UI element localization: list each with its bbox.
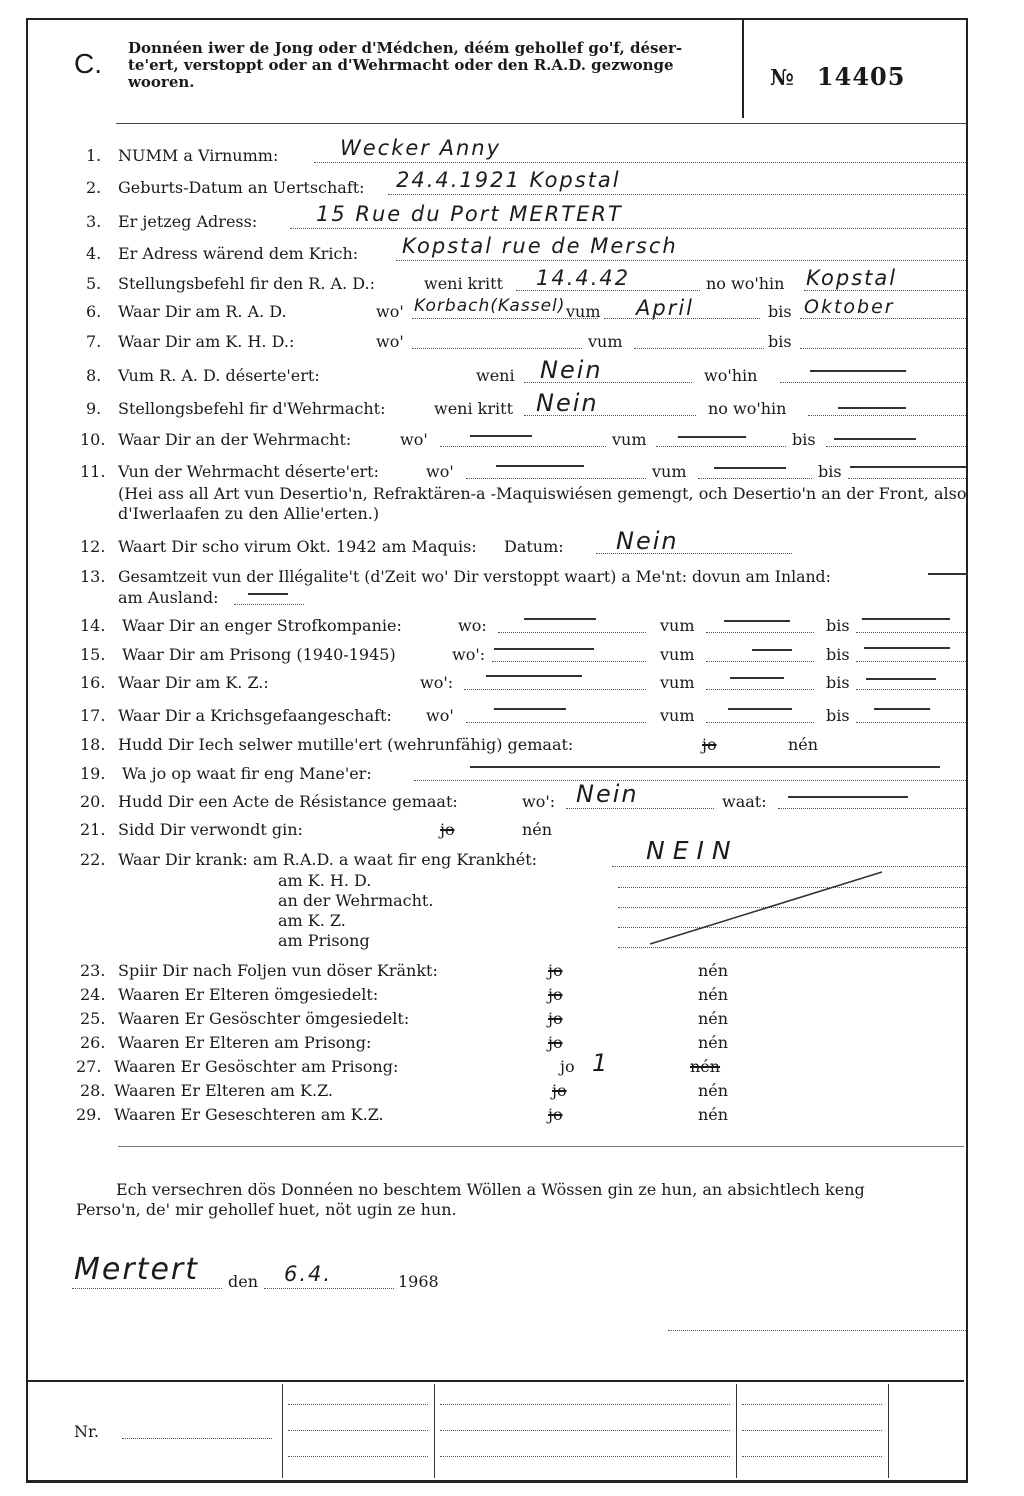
bis-label: bis bbox=[818, 462, 842, 481]
option-jo-struck: jo bbox=[440, 820, 455, 839]
handwritten-answer: Wecker Anny bbox=[340, 136, 502, 160]
item-number: 13. bbox=[80, 567, 106, 586]
item-number: 21. bbox=[80, 820, 106, 839]
item-label: Waar Dir am Prisong (1940-1945) bbox=[122, 645, 396, 664]
handwritten-place: Kopstal bbox=[806, 266, 898, 290]
handwritten-answer: 24.4.1921 Kopstal bbox=[396, 168, 621, 192]
nr-line[interactable] bbox=[122, 1422, 272, 1439]
option-jo: jo bbox=[560, 1057, 575, 1076]
handwritten-place: Mertert bbox=[74, 1252, 199, 1287]
blank-stroke bbox=[494, 708, 566, 710]
vum-label: vum bbox=[660, 706, 695, 725]
item-number: 29. bbox=[76, 1105, 102, 1124]
blank-stroke bbox=[470, 435, 532, 437]
declaration-line-2: Perso'n, de' mir gehollef huet, nöt ugin ze hun. bbox=[76, 1200, 457, 1219]
blank-stroke bbox=[862, 618, 950, 620]
handwritten-date: 14.4.42 bbox=[536, 266, 631, 290]
ausland-label: am Ausland: bbox=[118, 588, 219, 607]
footer-line[interactable] bbox=[288, 1388, 428, 1405]
footer-rule bbox=[26, 1380, 964, 1382]
item-label: Waaren Er Geseschteren am K.Z. bbox=[114, 1105, 384, 1124]
option-nen: nén bbox=[698, 1105, 729, 1124]
wo-label: wo' bbox=[376, 302, 404, 321]
to-line[interactable] bbox=[800, 332, 966, 349]
sub-label: am Prisong bbox=[278, 931, 370, 950]
year-label: 1968 bbox=[398, 1272, 439, 1291]
handwritten-answer: Kopstal rue de Mersch bbox=[402, 234, 678, 258]
number-value: 14405 bbox=[816, 62, 906, 91]
sub-label: am K. H. D. bbox=[278, 871, 372, 890]
item-label: Hudd Dir Iech selwer mutille'ert (wehrunfähig) gemaat: bbox=[118, 735, 574, 754]
bis-label: bis bbox=[826, 673, 850, 692]
option-nen: nén bbox=[698, 985, 729, 1004]
item-label: Waar Dir an der Wehrmacht: bbox=[118, 430, 352, 449]
section-letter: C. bbox=[74, 48, 102, 79]
option-jo-struck: jo bbox=[548, 1105, 563, 1124]
sub-label: an der Wehrmacht. bbox=[278, 891, 434, 910]
handwritten-count: 1 bbox=[592, 1049, 610, 1077]
option-jo-struck: jo bbox=[548, 985, 563, 1004]
footer-line[interactable] bbox=[742, 1440, 882, 1457]
item-label: Er jetzeg Adress: bbox=[118, 212, 258, 231]
item-number: 20. bbox=[80, 792, 106, 811]
option-nen-struck: nén bbox=[690, 1057, 721, 1076]
handwritten-to: Oktober bbox=[804, 296, 895, 318]
item-number: 22. bbox=[80, 850, 106, 869]
bis-label: bis bbox=[826, 645, 850, 664]
vum-label: vum bbox=[660, 616, 695, 635]
option-nen: nén bbox=[698, 1081, 729, 1100]
blank-stroke bbox=[524, 618, 596, 620]
option-nen: nén bbox=[522, 820, 553, 839]
item-label: Er Adress wärend dem Krich: bbox=[118, 244, 359, 263]
form-number bbox=[770, 62, 905, 91]
blank-stroke bbox=[864, 647, 950, 649]
item-label: Vun der Wehrmacht déserte'ert: bbox=[118, 462, 379, 481]
to-line[interactable] bbox=[856, 673, 966, 690]
item-number: 18. bbox=[80, 735, 106, 754]
footer-cell-divider bbox=[736, 1384, 737, 1478]
blank-stroke bbox=[724, 620, 790, 622]
blank-stroke bbox=[486, 675, 582, 677]
item-label: Spiir Dir nach Foljen vun döser Kränkt: bbox=[118, 961, 438, 980]
item-11-note: (Hei ass all Art vun Desertio'n, Refraktären-a -Maquiswiésen gemengt, och Desertio'n an der Front, also d'Iwerlaafen zu den Allie'erten.) bbox=[118, 484, 967, 523]
item-label: Waaren Er Elteren am K.Z. bbox=[114, 1081, 334, 1100]
footer-line[interactable] bbox=[288, 1440, 428, 1457]
heading-line-3: wooren. bbox=[128, 73, 195, 91]
footer-line[interactable] bbox=[440, 1388, 730, 1405]
item-label: Waar Dir am K. Z.: bbox=[118, 673, 269, 692]
item-number: 17. bbox=[80, 706, 106, 725]
waat-label: waat: bbox=[722, 792, 767, 811]
blank-stroke bbox=[752, 649, 792, 651]
footer-cell-divider bbox=[434, 1384, 435, 1478]
bis-label: bis bbox=[768, 302, 792, 321]
blank-stroke bbox=[838, 407, 906, 409]
blank-stroke bbox=[810, 370, 906, 372]
heading-line-2: te'ert, verstoppt oder an d'Wehrmacht oder den R.A.D. gezwonge bbox=[128, 56, 674, 74]
item-number: 9. bbox=[86, 399, 102, 418]
nr-label: Nr. bbox=[74, 1422, 99, 1441]
blank-stroke bbox=[714, 467, 786, 469]
item-label: Gesamtzeit vun der Illégalite't (d'Zeit wo' Dir verstoppt waart) a Me'nt: dovun am Inland: bbox=[118, 567, 831, 586]
number-sign: № bbox=[770, 65, 795, 91]
vum-label: vum bbox=[588, 332, 623, 351]
wo-label: wo' bbox=[426, 706, 454, 725]
item-number: 25. bbox=[80, 1009, 106, 1028]
bis-label: bis bbox=[768, 332, 792, 351]
handwritten-answer: 15 Rue du Port MERTERT bbox=[316, 202, 623, 226]
to-line[interactable] bbox=[848, 462, 966, 479]
item-number: 8. bbox=[86, 366, 102, 385]
handwritten-place: Korbach(Kassel) bbox=[414, 296, 566, 316]
item-label: Waar Dir krank: am R.A.D. a waat fir eng Krankhét: bbox=[118, 850, 538, 869]
footer-cell-divider bbox=[282, 1384, 283, 1478]
wo-label: wo' bbox=[400, 430, 428, 449]
footer-line[interactable] bbox=[440, 1414, 730, 1431]
handwritten-date: 6.4. bbox=[284, 1262, 333, 1286]
declaration-line-1: Ech versechren dös Donnéen no beschtem Wöllen a Wössen gin ze hun, an absichtlech keng bbox=[116, 1180, 865, 1199]
option-nen: nén bbox=[698, 1009, 729, 1028]
den-label: den bbox=[228, 1272, 259, 1291]
footer-line[interactable] bbox=[440, 1440, 730, 1457]
item-label: Geburts-Datum an Uertschaft: bbox=[118, 178, 365, 197]
blank-stroke bbox=[728, 708, 792, 710]
item-label: Waar Dir am K. H. D.: bbox=[118, 332, 295, 351]
heading-line-1: Donnéen iwer de Jong oder d'Médchen, déém gehollef go'f, déser- bbox=[128, 39, 683, 57]
wohin-label: no wo'hin bbox=[706, 274, 785, 293]
blank-stroke bbox=[496, 465, 584, 467]
wo-label: wo': bbox=[522, 792, 556, 811]
blank-stroke bbox=[850, 466, 966, 468]
bis-label: bis bbox=[826, 706, 850, 725]
item-number: 14. bbox=[80, 616, 106, 635]
wohin-label: wo'hin bbox=[704, 366, 758, 385]
item-number: 26. bbox=[80, 1033, 106, 1052]
item-number: 1. bbox=[86, 146, 102, 165]
blank-stroke bbox=[834, 438, 916, 440]
place-line[interactable] bbox=[780, 366, 966, 383]
blank-stroke bbox=[494, 648, 594, 650]
item-number: 23. bbox=[80, 961, 106, 980]
from-line[interactable] bbox=[706, 645, 814, 662]
item-number: 10. bbox=[80, 430, 106, 449]
option-nen: nén bbox=[698, 961, 729, 980]
sub-label: am K. Z. bbox=[278, 911, 346, 930]
handwritten-answer: NEIN bbox=[646, 836, 739, 865]
item-label: Sidd Dir verwondt gin: bbox=[118, 820, 303, 839]
item-number: 24. bbox=[80, 985, 106, 1004]
datum-label: Datum: bbox=[504, 537, 564, 556]
item-label: Waaren Er Elteren am Prisong: bbox=[118, 1033, 372, 1052]
item-label: Waaren Er Gesöschter ömgesiedelt: bbox=[118, 1009, 410, 1028]
item-label: Waaren Er Gesöschter am Prisong: bbox=[114, 1057, 399, 1076]
handwritten-answer: Nein bbox=[536, 389, 599, 417]
from-line[interactable] bbox=[698, 462, 812, 479]
item-label: Waaren Er Elteren ömgesiedelt: bbox=[118, 985, 379, 1004]
item-number: 28. bbox=[80, 1081, 106, 1100]
wo-label: wo': bbox=[452, 645, 486, 664]
blank-stroke bbox=[248, 593, 288, 595]
item-number: 19. bbox=[80, 764, 106, 783]
vum-label: vum bbox=[660, 673, 695, 692]
item-number: 4. bbox=[86, 244, 102, 263]
item-number: 5. bbox=[86, 274, 102, 293]
weni-label: weni kritt bbox=[424, 274, 503, 293]
option-jo-struck: jo bbox=[548, 961, 563, 980]
declaration-rule bbox=[118, 1146, 964, 1147]
blank-stroke bbox=[678, 436, 746, 438]
item-number: 2. bbox=[86, 178, 102, 197]
header-divider bbox=[742, 20, 744, 118]
abroad-line[interactable] bbox=[234, 588, 304, 605]
option-jo-struck: jo bbox=[548, 1009, 563, 1028]
blank-stroke bbox=[874, 708, 930, 710]
item-number: 6. bbox=[86, 302, 102, 321]
wo-label: wo': bbox=[420, 673, 454, 692]
item-label: Stellungsbefehl fir den R. A. D.: bbox=[118, 274, 375, 293]
item-number: 12. bbox=[80, 537, 106, 556]
wo-label: wo' bbox=[376, 332, 404, 351]
item-label: Waar Dir an enger Strofkompanie: bbox=[122, 616, 402, 635]
strike-line bbox=[650, 872, 882, 944]
vum-label: vum bbox=[652, 462, 687, 481]
handwritten-answer: Nein bbox=[540, 356, 603, 384]
bis-label: bis bbox=[826, 616, 850, 635]
item-number: 7. bbox=[86, 332, 102, 351]
from-line[interactable] bbox=[706, 616, 814, 633]
option-jo-struck: jo bbox=[552, 1081, 567, 1100]
from-line[interactable] bbox=[706, 673, 814, 690]
blank-stroke bbox=[928, 573, 968, 575]
item-label: Waar Dir a Krichsgefaangeschaft: bbox=[118, 706, 392, 725]
option-nen: nén bbox=[788, 735, 819, 754]
vum-label: vum bbox=[566, 302, 601, 321]
vum-label: vum bbox=[660, 645, 695, 664]
item-label: Wa jo op waat fir eng Mane'er: bbox=[122, 764, 372, 783]
from-line[interactable] bbox=[656, 430, 786, 447]
item-label: NUMM a Virnumm: bbox=[118, 146, 279, 165]
diagonal-strike bbox=[640, 866, 890, 950]
option-nen: nén bbox=[698, 1033, 729, 1052]
item-number: 16. bbox=[80, 673, 106, 692]
blank-stroke bbox=[730, 677, 784, 679]
place-line[interactable] bbox=[440, 430, 606, 447]
handwritten-answer: Nein bbox=[616, 527, 679, 555]
blank-stroke bbox=[788, 796, 908, 798]
footer-cell-divider bbox=[888, 1384, 889, 1478]
item-label: Waar Dir am R. A. D. bbox=[118, 302, 287, 321]
item-number: 11. bbox=[80, 462, 106, 481]
wohin-label: no wo'hin bbox=[708, 399, 787, 418]
weni-label: weni kritt bbox=[434, 399, 513, 418]
waat-line[interactable] bbox=[778, 792, 966, 809]
option-jo-struck: jo bbox=[702, 735, 717, 754]
item-label: Hudd Dir een Acte de Résistance gemaat: bbox=[118, 792, 458, 811]
item-number: 15. bbox=[80, 645, 106, 664]
footer-line[interactable] bbox=[742, 1388, 882, 1405]
handwritten-from: April bbox=[636, 296, 694, 320]
handwritten-answer: Nein bbox=[576, 780, 639, 808]
item-number: 3. bbox=[86, 212, 102, 231]
bis-label: bis bbox=[792, 430, 816, 449]
item-label: Vum R. A. D. déserte'ert: bbox=[118, 366, 320, 385]
wo-label: wo: bbox=[458, 616, 487, 635]
weni-label: weni bbox=[476, 366, 515, 385]
header-rule bbox=[116, 123, 966, 124]
item-number: 27. bbox=[76, 1057, 102, 1076]
from-line[interactable] bbox=[634, 332, 764, 349]
blank-stroke bbox=[470, 766, 940, 768]
declaration bbox=[76, 1180, 976, 1220]
footer-line[interactable] bbox=[742, 1414, 882, 1431]
blank-stroke bbox=[866, 678, 936, 680]
footer-line[interactable] bbox=[288, 1414, 428, 1431]
form-heading bbox=[128, 40, 728, 91]
wo-label: wo' bbox=[426, 462, 454, 481]
vum-label: vum bbox=[612, 430, 647, 449]
option-jo-struck: jo bbox=[548, 1033, 563, 1052]
item-label: Waart Dir scho virum Okt. 1942 am Maquis: bbox=[118, 537, 477, 556]
signature-field-line[interactable] bbox=[668, 1314, 966, 1331]
place-line[interactable] bbox=[412, 332, 582, 349]
item-label: Stellongsbefehl fir d'Wehrmacht: bbox=[118, 399, 386, 418]
